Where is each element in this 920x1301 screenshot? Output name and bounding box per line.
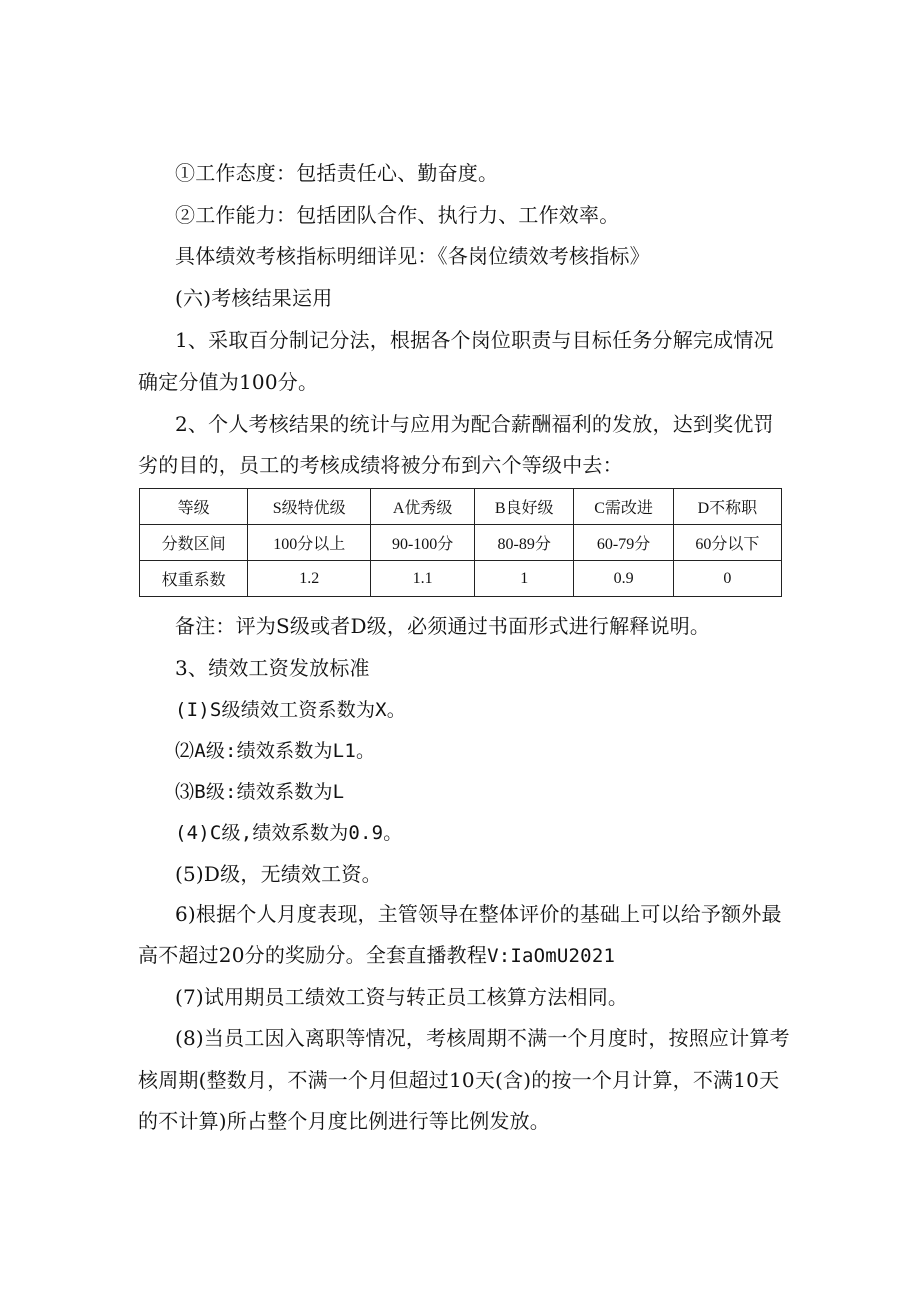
table-cell: 1 — [475, 561, 574, 597]
paragraph-work-attitude: ①工作态度：包括责任心、勤奋度。 — [175, 161, 499, 185]
table-cell: 0 — [673, 561, 781, 597]
paragraph-indicator-details: 具体绩效考核指标明细详见：《各岗位绩效考核指标》 — [175, 244, 650, 268]
paragraph-work-ability: ②工作能力：包括团队合作、执行力、工作效率。 — [175, 203, 620, 227]
table-cell: D不称职 — [673, 489, 781, 525]
table-cell: 权重系数 — [140, 561, 248, 597]
grade-table — [139, 488, 782, 597]
table-cell: 等级 — [140, 489, 248, 525]
table-cell: 90-100分 — [371, 525, 475, 561]
table-cell: 1.1 — [371, 561, 475, 597]
table-cell: 60-79分 — [574, 525, 673, 561]
table-cell: A优秀级 — [371, 489, 475, 525]
list-item: (4)C级,绩效系数为0.9。 — [175, 822, 403, 844]
table-row — [140, 525, 782, 561]
list-item: 6)根据个人月度表现，主管领导在整体评价的基础上可以给予额外最 — [175, 902, 782, 926]
list-item-continuation — [138, 942, 615, 969]
table-cell: 1.2 — [248, 561, 371, 597]
list-item-continuation: 核周期(整数月，不满一个月但超过10天(含)的按一个月计算，不满10天 — [138, 1068, 780, 1092]
table-cell: 60分以下 — [673, 525, 781, 561]
table-cell: 0.9 — [574, 561, 673, 597]
list-item: ⑶B级:绩效系数为L — [175, 781, 345, 803]
list-item-continuation: 的不计算)所占整个月度比例进行等比例发放。 — [138, 1109, 551, 1133]
section-heading-results: (六)考核结果运用 — [175, 286, 333, 310]
list-item: (5)D级，无绩效工资。 — [175, 862, 382, 886]
remark-note: 备注：评为S级或者D级，必须通过书面形式进行解释说明。 — [175, 614, 711, 638]
paragraph-scoring-line2: 确定分值为100分。 — [138, 370, 319, 394]
paragraph-scoring-line1: 1、采取百分制记分法，根据各个岗位职责与目标任务分解完成情况 — [175, 328, 774, 352]
table-cell: 100分以上 — [248, 525, 371, 561]
section-heading-pay-standard: 3、绩效工资发放标准 — [175, 656, 370, 680]
list-item: (7)试用期员工绩效工资与转正员工核算方法相同。 — [175, 985, 629, 1009]
table-cell: 分数区间 — [140, 525, 248, 561]
table-cell: S级特优级 — [248, 489, 371, 525]
paragraph-application-line2: 劣的目的，员工的考核成绩将被分布到六个等级中去： — [138, 453, 623, 477]
table-row — [140, 561, 782, 597]
contact-code: V:IaOmU2021 — [487, 945, 616, 967]
table-row — [140, 489, 782, 525]
table-cell: B良好级 — [475, 489, 574, 525]
list-item: (I)S级绩效工资系数为X。 — [175, 699, 406, 721]
table-cell: 80-89分 — [475, 525, 574, 561]
bonus-text: 高不超过20分的奖励分。全套直播教程 — [138, 943, 488, 967]
paragraph-application-line1: 2、个人考核结果的统计与应用为配合薪酬福利的发放，达到奖优罚 — [175, 412, 774, 436]
list-item: (8)当员工因入离职等情况，考核周期不满一个月度时，按照应计算考 — [175, 1026, 790, 1050]
table-cell: C需改进 — [574, 489, 673, 525]
list-item: ⑵A级:绩效系数为L1。 — [175, 740, 376, 762]
